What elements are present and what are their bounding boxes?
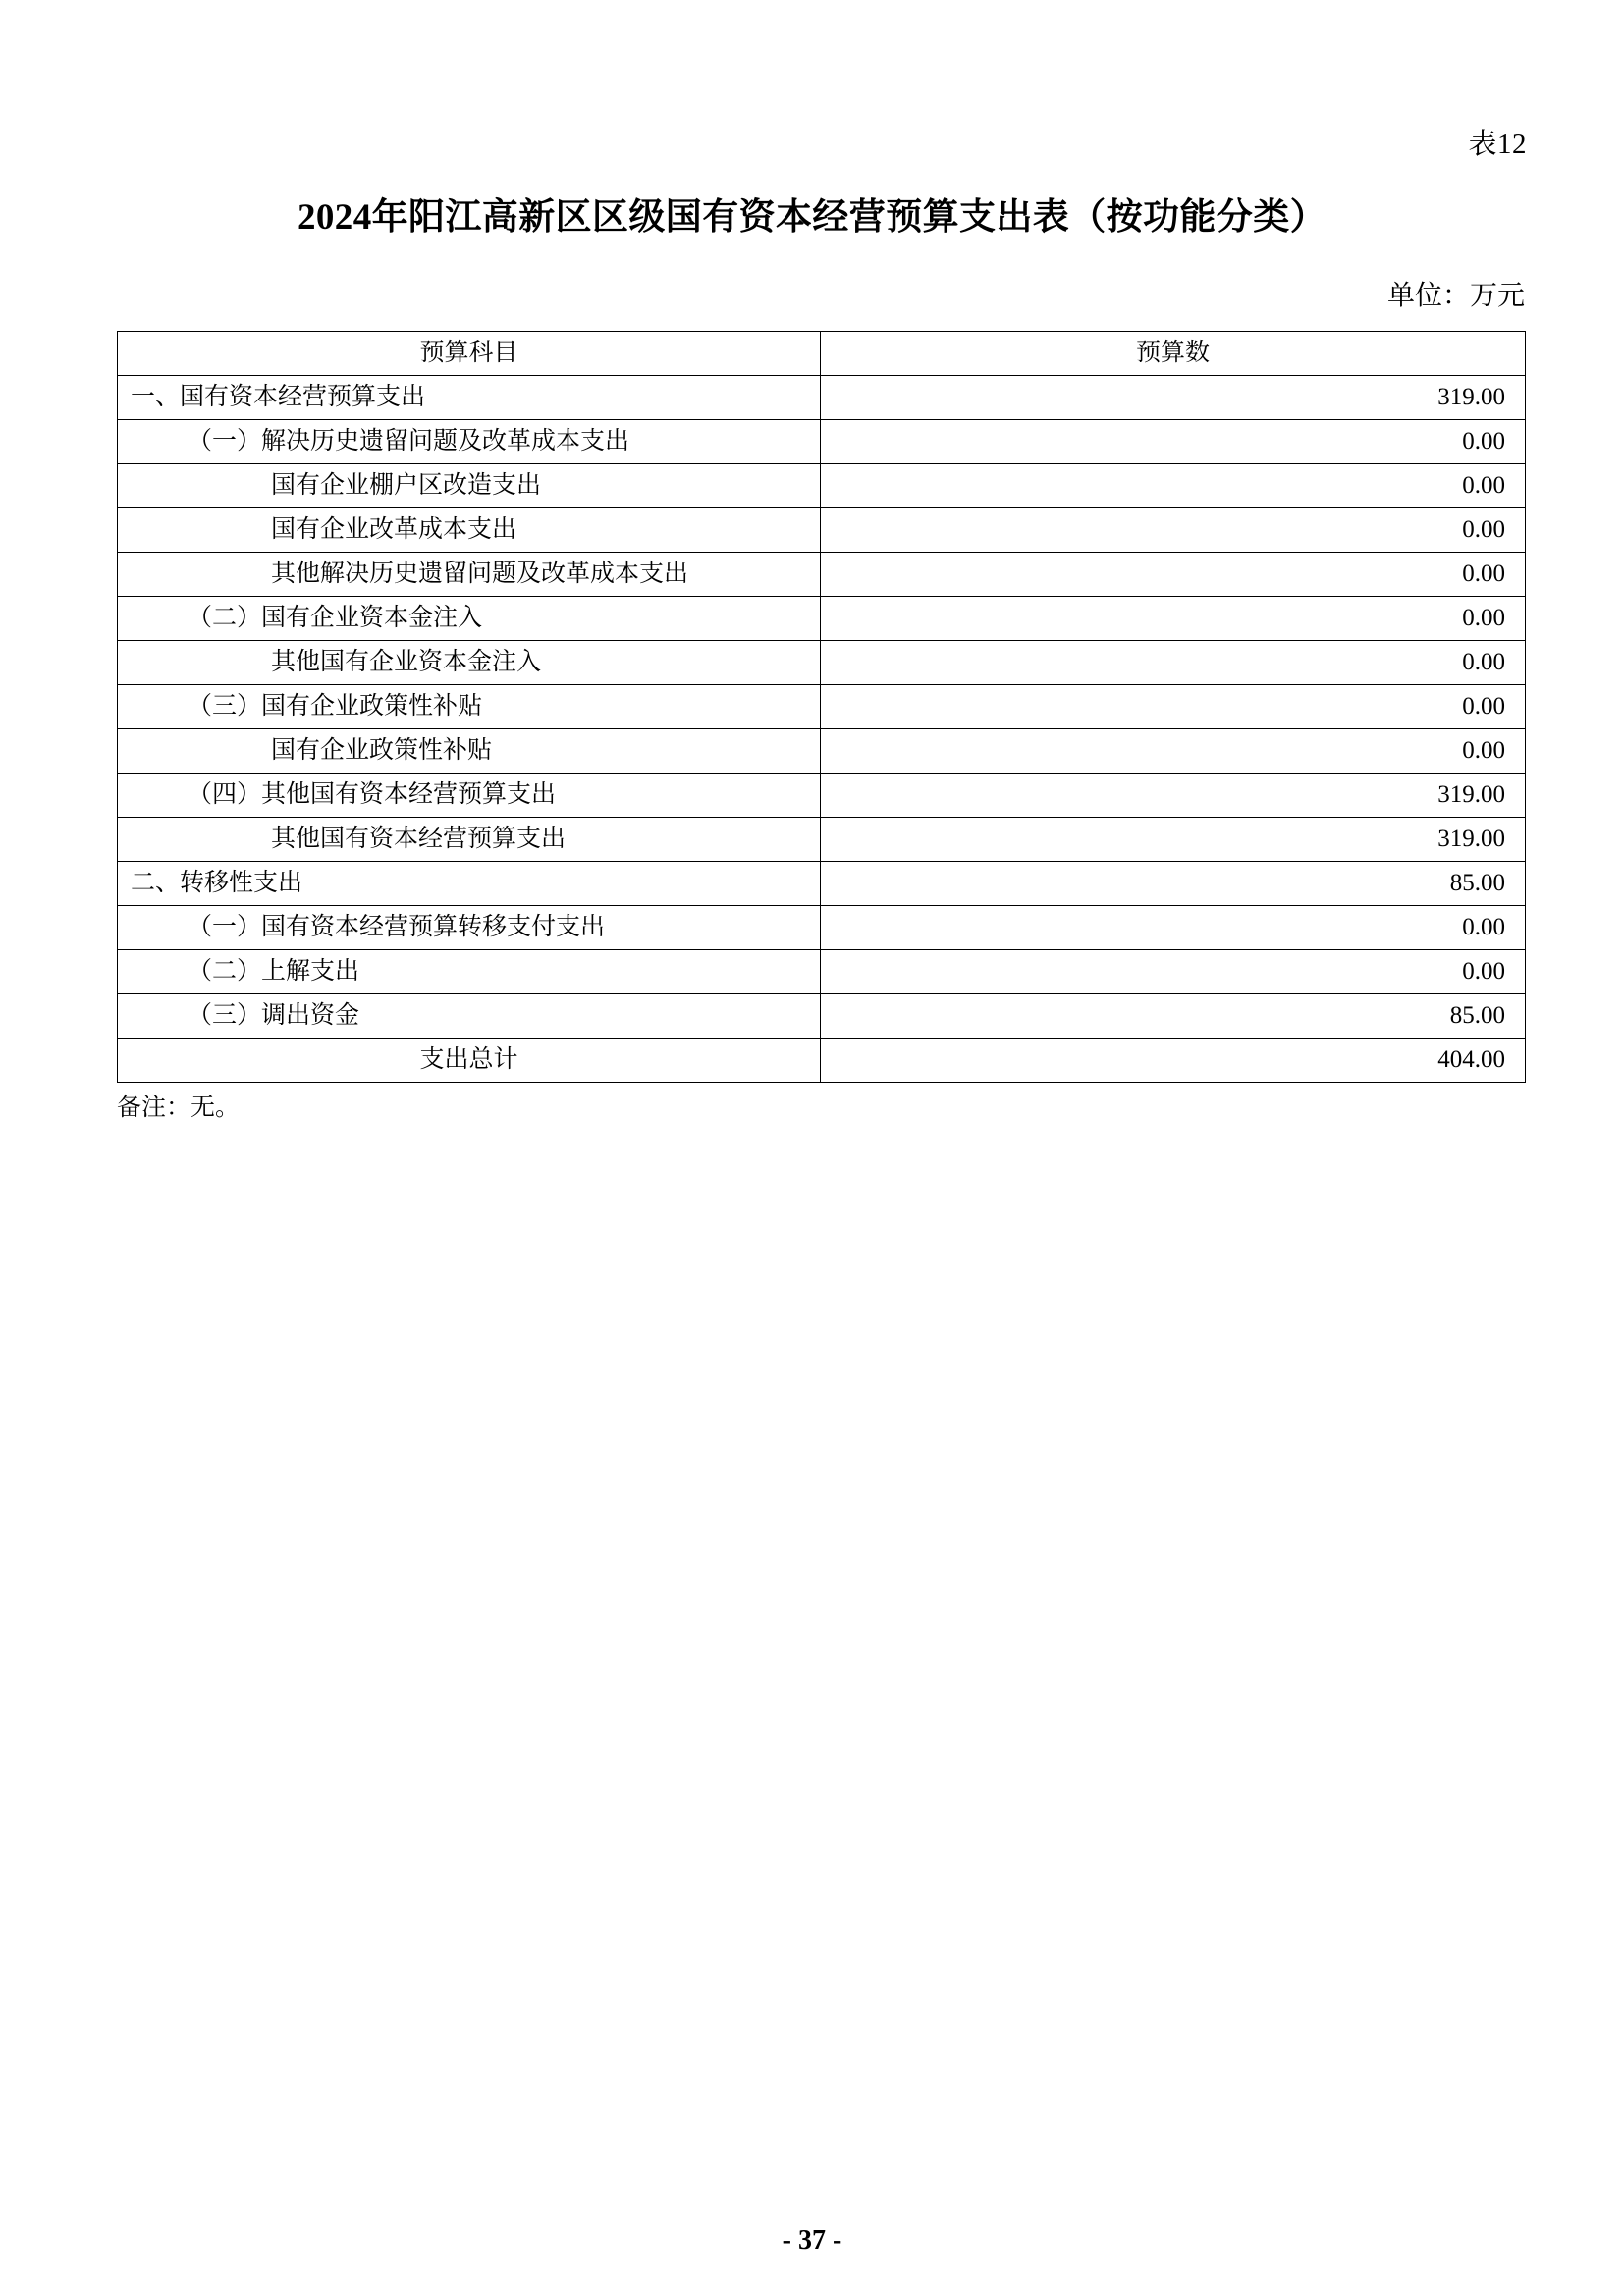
row-subject: 国有企业改革成本支出: [118, 508, 821, 553]
row-amount: 0.00: [821, 950, 1526, 994]
row-amount: 0.00: [821, 420, 1526, 464]
row-subject: （一）国有资本经营预算转移支付支出: [118, 906, 821, 950]
row-subject: （二）上解支出: [118, 950, 821, 994]
row-subject: （一）解决历史遗留问题及改革成本支出: [118, 420, 821, 464]
table-row: [118, 906, 1526, 950]
page-number: - 37 -: [782, 2225, 842, 2256]
table-row: [118, 420, 1526, 464]
row-amount: 0.00: [821, 906, 1526, 950]
row-subject: 国有企业政策性补贴: [118, 729, 821, 774]
row-subject: 支出总计: [118, 1039, 821, 1083]
row-subject: （四）其他国有资本经营预算支出: [118, 774, 821, 818]
row-subject: （三）调出资金: [118, 994, 821, 1039]
row-subject: 其他解决历史遗留问题及改革成本支出: [118, 553, 821, 597]
table-row: [118, 553, 1526, 597]
column-header-subject: 预算科目: [118, 332, 821, 376]
column-header-amount: 预算数: [821, 332, 1526, 376]
table-row: [118, 641, 1526, 685]
row-subject: 其他国有企业资本金注入: [118, 641, 821, 685]
footnote: 备注：无。: [117, 1095, 241, 1121]
table-row: [118, 950, 1526, 994]
budget-expenditure-table: [117, 331, 1526, 1083]
row-amount: 85.00: [821, 862, 1526, 906]
row-subject: （二）国有企业资本金注入: [118, 597, 821, 641]
row-amount: 319.00: [821, 774, 1526, 818]
row-subject: 其他国有资本经营预算支出: [118, 818, 821, 862]
row-amount: 0.00: [821, 685, 1526, 729]
row-subject: 国有企业棚户区改造支出: [118, 464, 821, 508]
row-amount: 0.00: [821, 508, 1526, 553]
row-subject: （三）国有企业政策性补贴: [118, 685, 821, 729]
table-body: [118, 376, 1526, 1083]
row-amount: 319.00: [821, 818, 1526, 862]
row-subject: 一、国有资本经营预算支出: [118, 376, 821, 420]
row-amount: 0.00: [821, 729, 1526, 774]
table-row: [118, 464, 1526, 508]
row-amount: 319.00: [821, 376, 1526, 420]
table-row: [118, 1039, 1526, 1083]
table-row: [118, 597, 1526, 641]
row-amount: 0.00: [821, 597, 1526, 641]
unit-label: 单位：万元: [1386, 281, 1525, 311]
table-row: [118, 862, 1526, 906]
table-row: [118, 508, 1526, 553]
table-marker: 表12: [1468, 129, 1527, 160]
table-row: [118, 818, 1526, 862]
row-amount: 0.00: [821, 641, 1526, 685]
page-title: 2024年阳江高新区区级国有资本经营预算支出表（按功能分类）: [298, 197, 1326, 238]
row-amount: 0.00: [821, 553, 1526, 597]
table-row: [118, 376, 1526, 420]
table-row: [118, 685, 1526, 729]
row-amount: 404.00: [821, 1039, 1526, 1083]
table-row: [118, 729, 1526, 774]
table-row: [118, 994, 1526, 1039]
table-row: [118, 774, 1526, 818]
row-amount: 85.00: [821, 994, 1526, 1039]
row-subject: 二、转移性支出: [118, 862, 821, 906]
table-header-row: [118, 332, 1526, 376]
row-amount: 0.00: [821, 464, 1526, 508]
